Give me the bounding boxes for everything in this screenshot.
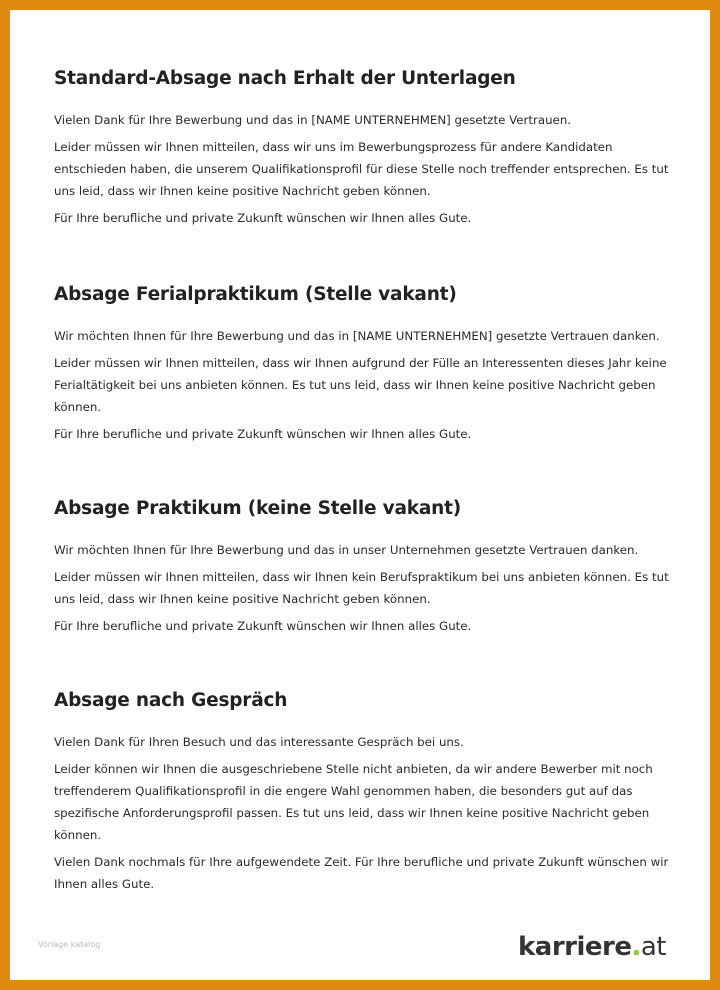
paragraph: Leider können wir Ihnen die ausgeschriebene Stelle nicht anbieten, da wir andere Bewerber mit noch treffenderem Qualifikationsprofil in die engere Wahl genommen haben, die besonders gut auf das spezifische Anforderungsprofil passen. Es tut uns leid, dass wir Ihnen keine positive Nachricht geben können. [54, 762, 653, 842]
paragraph: Leider müssen wir Ihnen mitteilen, dass wir Ihnen aufgrund der Fülle an Interessenten dieses Jahr keine Ferialtätigkeit bei uns anbieten können. Es tut uns leid, dass wir Ihnen keine positive Nachricht geben können. [54, 356, 667, 414]
paragraph: Leider müssen wir Ihnen mitteilen, dass wir uns im Bewerbungsprozess für andere Kandidaten entschieden haben, die unserem Qualifikationsprofil für diese Stelle noch treffender entsprechen. Es tut uns leid, dass wir Ihnen keine positive Nachricht geben können. [54, 140, 669, 198]
logo-dot: . [631, 932, 641, 962]
paragraph: Leider müssen wir Ihnen mitteilen, dass wir Ihnen kein Berufspraktikum bei uns anbieten können. Es tut uns leid, dass wir Ihnen keine positive Nachricht geben können. [54, 570, 669, 606]
section-absage-praktikum [54, 498, 674, 642]
section-title: Absage Ferialpraktikum (Stelle vakant) [54, 284, 457, 305]
watermark-text: Vorlage katalog [38, 940, 101, 949]
section-absage-ferialpraktikum [54, 284, 674, 450]
paragraph: Für Ihre berufliche und private Zukunft wünschen wir Ihnen alles Gute. [54, 211, 472, 225]
paragraph: Vielen Dank für Ihren Besuch und das interessante Gespräch bei uns. [54, 735, 464, 749]
paragraph: Wir möchten Ihnen für Ihre Bewerbung und das in [NAME UNTERNEHMEN] gesetzte Vertrauen danken. [54, 329, 660, 343]
document-page [10, 10, 710, 980]
paragraph: Wir möchten Ihnen für Ihre Bewerbung und das in unser Unternehmen gesetzte Vertrauen danken. [54, 543, 639, 557]
section-title: Standard-Absage nach Erhalt der Unterlagen [54, 68, 516, 89]
section-absage-nach-gespraech [54, 690, 674, 900]
logo-tld: at [640, 932, 666, 962]
section-title: Absage Praktikum (keine Stelle vakant) [54, 498, 462, 519]
paragraph: Für Ihre berufliche und private Zukunft wünschen wir Ihnen alles Gute. [54, 619, 472, 633]
paragraph: Vielen Dank nochmals für Ihre aufgewendete Zeit. Für Ihre berufliche und private Zukunft wünschen wir Ihnen alles Gute. [54, 855, 669, 891]
logo-name: karriere [517, 932, 632, 962]
section-standard-absage [54, 68, 674, 234]
paragraph: Vielen Dank für Ihre Bewerbung und das in [NAME UNTERNEHMEN] gesetzte Vertrauen. [54, 113, 572, 127]
karriere-logo [518, 932, 666, 962]
section-title: Absage nach Gespräch [54, 690, 288, 711]
paragraph: Für Ihre berufliche und private Zukunft wünschen wir Ihnen alles Gute. [54, 427, 472, 441]
